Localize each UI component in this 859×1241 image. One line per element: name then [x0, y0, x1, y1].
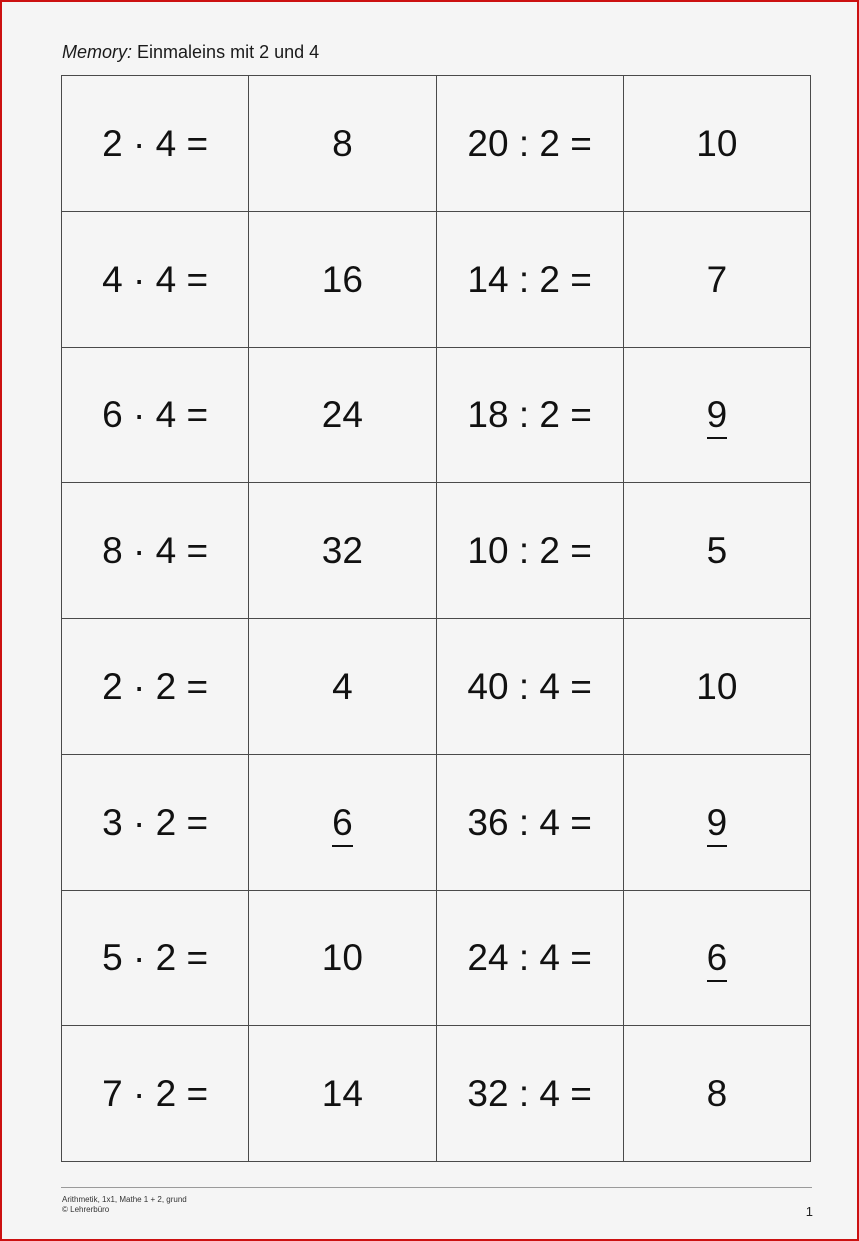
card-text: 2 · 4 =	[102, 122, 209, 164]
memory-card[interactable]	[62, 1026, 249, 1162]
card-text: 8 · 4 =	[102, 530, 209, 572]
memory-card[interactable]	[437, 619, 624, 755]
memory-card[interactable]	[437, 891, 624, 1027]
memory-card-grid	[61, 75, 811, 1162]
memory-card[interactable]	[624, 212, 811, 348]
card-text: 10	[321, 937, 363, 979]
card-text: 4	[332, 665, 353, 707]
memory-card[interactable]	[624, 76, 811, 212]
footer-info	[62, 1195, 187, 1215]
page-number: 1	[805, 1204, 813, 1219]
card-text: 20 : 2 =	[467, 122, 592, 164]
card-text: 18 : 2 =	[467, 394, 592, 436]
card-text: 14 : 2 =	[467, 258, 592, 300]
memory-card[interactable]	[249, 619, 436, 755]
memory-card[interactable]	[437, 483, 624, 619]
card-text: 24	[321, 394, 363, 436]
footer-copyright: © Lehrerbüro	[62, 1205, 110, 1214]
card-text: 7	[706, 258, 728, 300]
card-text: 8	[706, 1073, 728, 1115]
card-text: 14	[321, 1073, 363, 1115]
memory-card[interactable]	[62, 755, 249, 891]
memory-card[interactable]	[624, 483, 811, 619]
card-text: 32	[321, 530, 363, 572]
card-text: 9	[707, 396, 728, 439]
card-text: 24 : 4 =	[467, 937, 592, 979]
memory-card[interactable]	[62, 212, 249, 348]
memory-card[interactable]	[624, 619, 811, 755]
card-text: 36 : 4 =	[467, 801, 592, 843]
memory-card[interactable]	[437, 348, 624, 484]
card-text: 2 · 2 =	[102, 665, 209, 707]
memory-card[interactable]	[249, 76, 436, 212]
title-emphasis: Memory:	[62, 42, 133, 62]
memory-card[interactable]	[62, 619, 249, 755]
memory-card[interactable]	[624, 755, 811, 891]
card-text: 10 : 2 =	[467, 530, 592, 572]
memory-card[interactable]	[249, 1026, 436, 1162]
page-title	[62, 42, 319, 63]
memory-card[interactable]	[62, 76, 249, 212]
memory-card[interactable]	[624, 348, 811, 484]
card-text: 10	[696, 122, 738, 164]
card-text: 3 · 2 =	[102, 801, 209, 843]
card-text: 40 : 4 =	[467, 665, 592, 707]
memory-card[interactable]	[249, 212, 436, 348]
card-text: 5	[706, 530, 728, 572]
memory-card[interactable]	[249, 755, 436, 891]
memory-card[interactable]	[437, 1026, 624, 1162]
memory-card[interactable]	[62, 483, 249, 619]
memory-card[interactable]	[624, 1026, 811, 1162]
card-text: 32 : 4 =	[467, 1073, 592, 1115]
card-text: 8	[332, 122, 353, 164]
card-text: 6	[332, 804, 353, 847]
footer-divider	[61, 1187, 812, 1188]
title-text: Einmaleins mit 2 und 4	[137, 42, 320, 62]
card-text: 9	[707, 804, 728, 847]
memory-card[interactable]	[624, 891, 811, 1027]
card-text: 7 · 2 =	[102, 1073, 209, 1115]
footer-subject-line: Arithmetik, 1x1, Mathe 1 + 2, grund	[62, 1195, 187, 1204]
memory-card[interactable]	[249, 891, 436, 1027]
memory-card[interactable]	[62, 348, 249, 484]
card-text: 6	[707, 939, 728, 982]
card-text: 6 · 4 =	[102, 394, 209, 436]
memory-card[interactable]	[62, 891, 249, 1027]
card-text: 5 · 2 =	[102, 937, 209, 979]
memory-card[interactable]	[437, 755, 624, 891]
memory-card[interactable]	[249, 348, 436, 484]
memory-card[interactable]	[249, 483, 436, 619]
memory-card[interactable]	[437, 76, 624, 212]
card-text: 4 · 4 =	[102, 258, 209, 300]
memory-card[interactable]	[437, 212, 624, 348]
card-text: 10	[696, 665, 738, 707]
card-text: 16	[321, 258, 363, 300]
